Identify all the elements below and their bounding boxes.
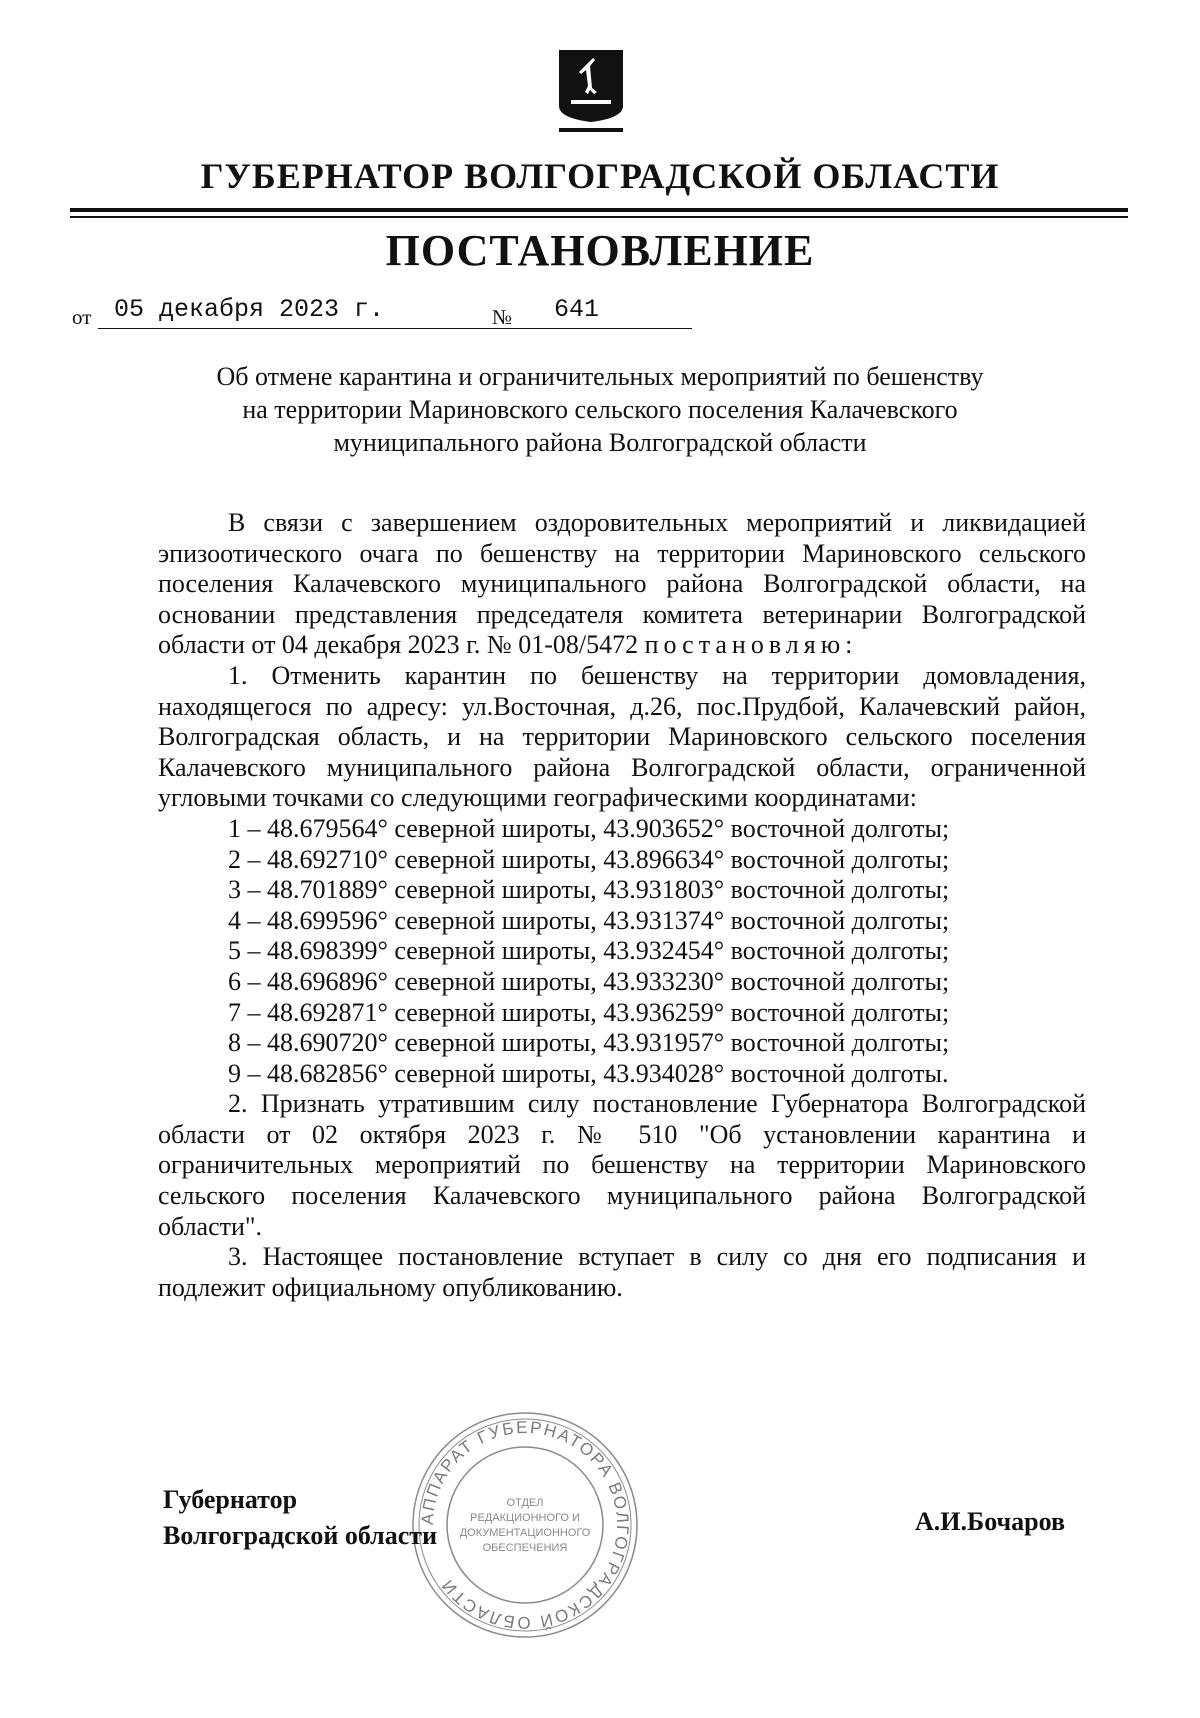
- date-number-line: [72, 295, 692, 335]
- header-rule-thin: [70, 216, 1128, 218]
- date-prefix: от: [72, 305, 92, 329]
- document-number: 641: [554, 295, 600, 324]
- signatory-name: А.И.Бочаров: [915, 1507, 1066, 1536]
- seal-center-line: ОБЕСПЕЧЕНИЯ: [482, 1542, 568, 1554]
- coordinate-item: 4 – 48.699596° северной широты, 43.931374° восточной долготы;: [228, 905, 950, 935]
- seal-center-line: ДОКУМЕНТАЦИОННОГО: [459, 1527, 591, 1539]
- date-underline: [98, 328, 548, 329]
- preamble-reference: № 01-08/5472: [486, 630, 639, 660]
- authority-title: ГУБЕРНАТОР ВОЛГОГРАДСКОЙ ОБЛАСТИ: [200, 156, 1000, 196]
- svg-text:АППАРАТ ГУБЕРНАТОРА ВОЛГОГРАДС: [418, 1418, 632, 1632]
- number-prefix: №: [492, 305, 513, 329]
- document-date: 05 декабря 2023 г.: [114, 295, 385, 324]
- preamble-text: В связи с завершением оздоровительных мероприятий и ликвидацией эпизоотического очага по бешенству на территории Мариновского сельского поселения Калачевского муниципального района Волгоградской области, на основании представления председателя комитета ветеринарии Волгоградской области от 04 декабря 2023 г.: [158, 508, 1086, 660]
- position-line: Губернатор: [163, 1485, 298, 1514]
- coordinate-item: 7 – 48.692871° северной широты, 43.936259° восточной долготы;: [228, 997, 950, 1027]
- coordinate-item: 9 – 48.682856° северной широты, 43.934028° восточной долготы.: [228, 1058, 949, 1088]
- document-title: [150, 360, 1050, 459]
- document-body: [158, 508, 1086, 1303]
- title-line: Об отмене карантина и ограничительных мероприятий по бешенству: [216, 362, 984, 391]
- volgograd-emblem-icon: [557, 48, 625, 138]
- coordinate-item: 2 – 48.692710° северной широты, 43.896634° восточной долготы;: [228, 844, 950, 874]
- seal-center-line: РЕДАКЦИОННОГО И: [470, 1512, 580, 1524]
- coordinate-item: 1 – 48.679564° северной широты, 43.903652° восточной долготы;: [228, 813, 950, 843]
- seal-ring-text: АППАРАТ ГУБЕРНАТОРА ВОЛГОГРАДСКОЙ ОБЛАСТИ: [417, 1417, 633, 1633]
- item-1: 1. Отменить карантин по бешенству на территории домовладения, находящегося по адресу: ул.Восточная, д.26, пос.Прудбой, Калачевский район, Волгоградская область, и на территории Мариновского сельского поселения Калачевского муниципального района Волгоградской области, ограниченной угловыми точками со следующими географическими координатами:: [158, 660, 1086, 813]
- item-3: 3. Настоящее постановление вступает в силу со дня его подписания и подлежит официальному опубликованию.: [158, 1242, 1086, 1302]
- number-underline: [527, 328, 692, 329]
- coordinate-item: 6 – 48.696896° северной широты, 43.933230° восточной долготы;: [228, 966, 950, 996]
- item-2: 2. Признать утратившим силу постановление Губернатора Волгоградской области от 02 октября 2023 г. № 510 "Об установлении карантина и ограничительных мероприятий по бешенству на территории Мариновского сельского поселения Калачевского муниципального района Волгоградской области".: [158, 1089, 1086, 1241]
- preamble-paragraph: [158, 508, 1086, 661]
- decree-word: постановляю:: [644, 630, 858, 660]
- position-line: Волгоградской области: [163, 1521, 438, 1550]
- document-type: ПОСТАНОВЛЕНИЕ: [385, 226, 815, 275]
- coordinate-item: 3 – 48.701889° северной широты, 43.931803° восточной долготы;: [228, 875, 950, 905]
- signatory-position: [163, 1482, 437, 1554]
- coordinate-item: 8 – 48.690720° северной широты, 43.931957° восточной долготы;: [228, 1028, 950, 1058]
- title-line: на территории Мариновского сельского поселения Калачевского: [242, 395, 958, 424]
- title-line: муниципального района Волгоградской области: [333, 428, 867, 457]
- seal-center-line: ОТДЕЛ: [506, 1497, 544, 1509]
- header-rule-thick: [70, 208, 1128, 212]
- official-seal-stamp: [410, 1410, 640, 1640]
- coordinate-item: 5 – 48.698399° северной широты, 43.932454° восточной долготы;: [228, 936, 950, 966]
